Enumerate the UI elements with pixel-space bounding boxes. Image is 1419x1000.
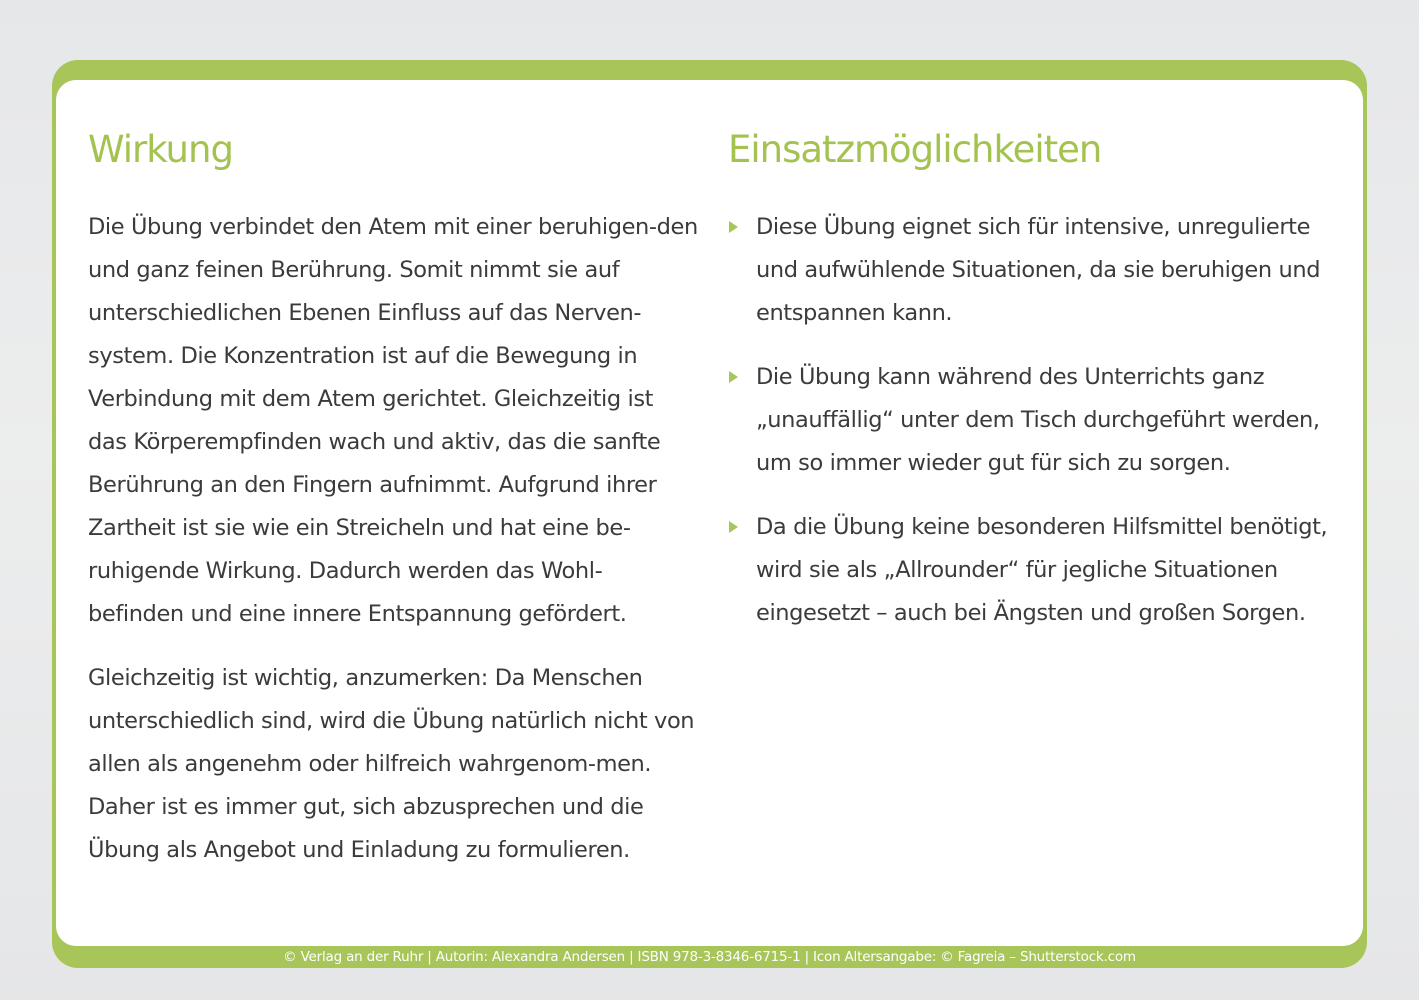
triangle-bullet-icon bbox=[729, 371, 738, 383]
effect-text bbox=[88, 206, 698, 893]
copyright-footer: © Verlag an der Ruhr | Autorin: Alexandra Andersen | ISBN 978-3-8346-6715-1 | Icon Altersangabe: © Fagreia – Shutterstock.com bbox=[283, 949, 1136, 965]
effect-paragraph-1: Die Übung verbindet den Atem mit einer beruhigen-den und ganz feinen Berührung. Somit nimmt sie auf unterschiedlichen Ebenen Einfluss auf das Nerven-system. Die Konzentration ist auf die Bewegung in Verbindung mit dem Atem gerichtet. Gleichzeitig ist das Körperempfinden wach und aktiv, das die sanfte Berührung an den Fingern aufnimmt. Aufgrund ihrer Zartheit ist sie wie ein Streicheln und hat eine be-ruhigende Wirkung. Dadurch werden das Wohl-befinden und eine innere Entspannung gefördert. bbox=[88, 214, 698, 627]
triangle-bullet-icon bbox=[729, 221, 738, 233]
usage-item-text: Diese Übung eignet sich für intensive, unregulierte und aufwühlende Situationen, da sie beruhigen und entspannen kann. bbox=[756, 214, 1321, 326]
list-item bbox=[728, 206, 1348, 335]
list-item bbox=[728, 506, 1348, 635]
usage-heading: Einsatzmöglichkeiten bbox=[728, 128, 1102, 171]
usage-list bbox=[728, 206, 1348, 656]
usage-item-text: Die Übung kann während des Unterrichts ganz „unauffällig“ unter dem Tisch durchgeführt werden, um so immer wieder gut für sich zu sorgen. bbox=[756, 364, 1320, 476]
effect-paragraph-2: Gleichzeitig ist wichtig, anzumerken: Da Menschen unterschiedlich sind, wird die Übung natürlich nicht von allen als angenehm oder hilfreich wahrgenom-men. Daher ist es immer gut, sich abzusprechen und die Übung als Angebot und Einladung zu formulieren. bbox=[88, 665, 695, 863]
effect-heading: Wirkung bbox=[88, 128, 233, 171]
card-content bbox=[56, 80, 1363, 946]
list-item bbox=[728, 356, 1348, 485]
triangle-bullet-icon bbox=[729, 521, 738, 533]
usage-item-text: Da die Übung keine besonderen Hilfsmittel benötigt, wird sie als „Allrounder“ für jegliche Situationen eingesetzt – auch bei Ängsten und großen Sorgen. bbox=[756, 514, 1328, 626]
card-frame bbox=[52, 60, 1367, 968]
